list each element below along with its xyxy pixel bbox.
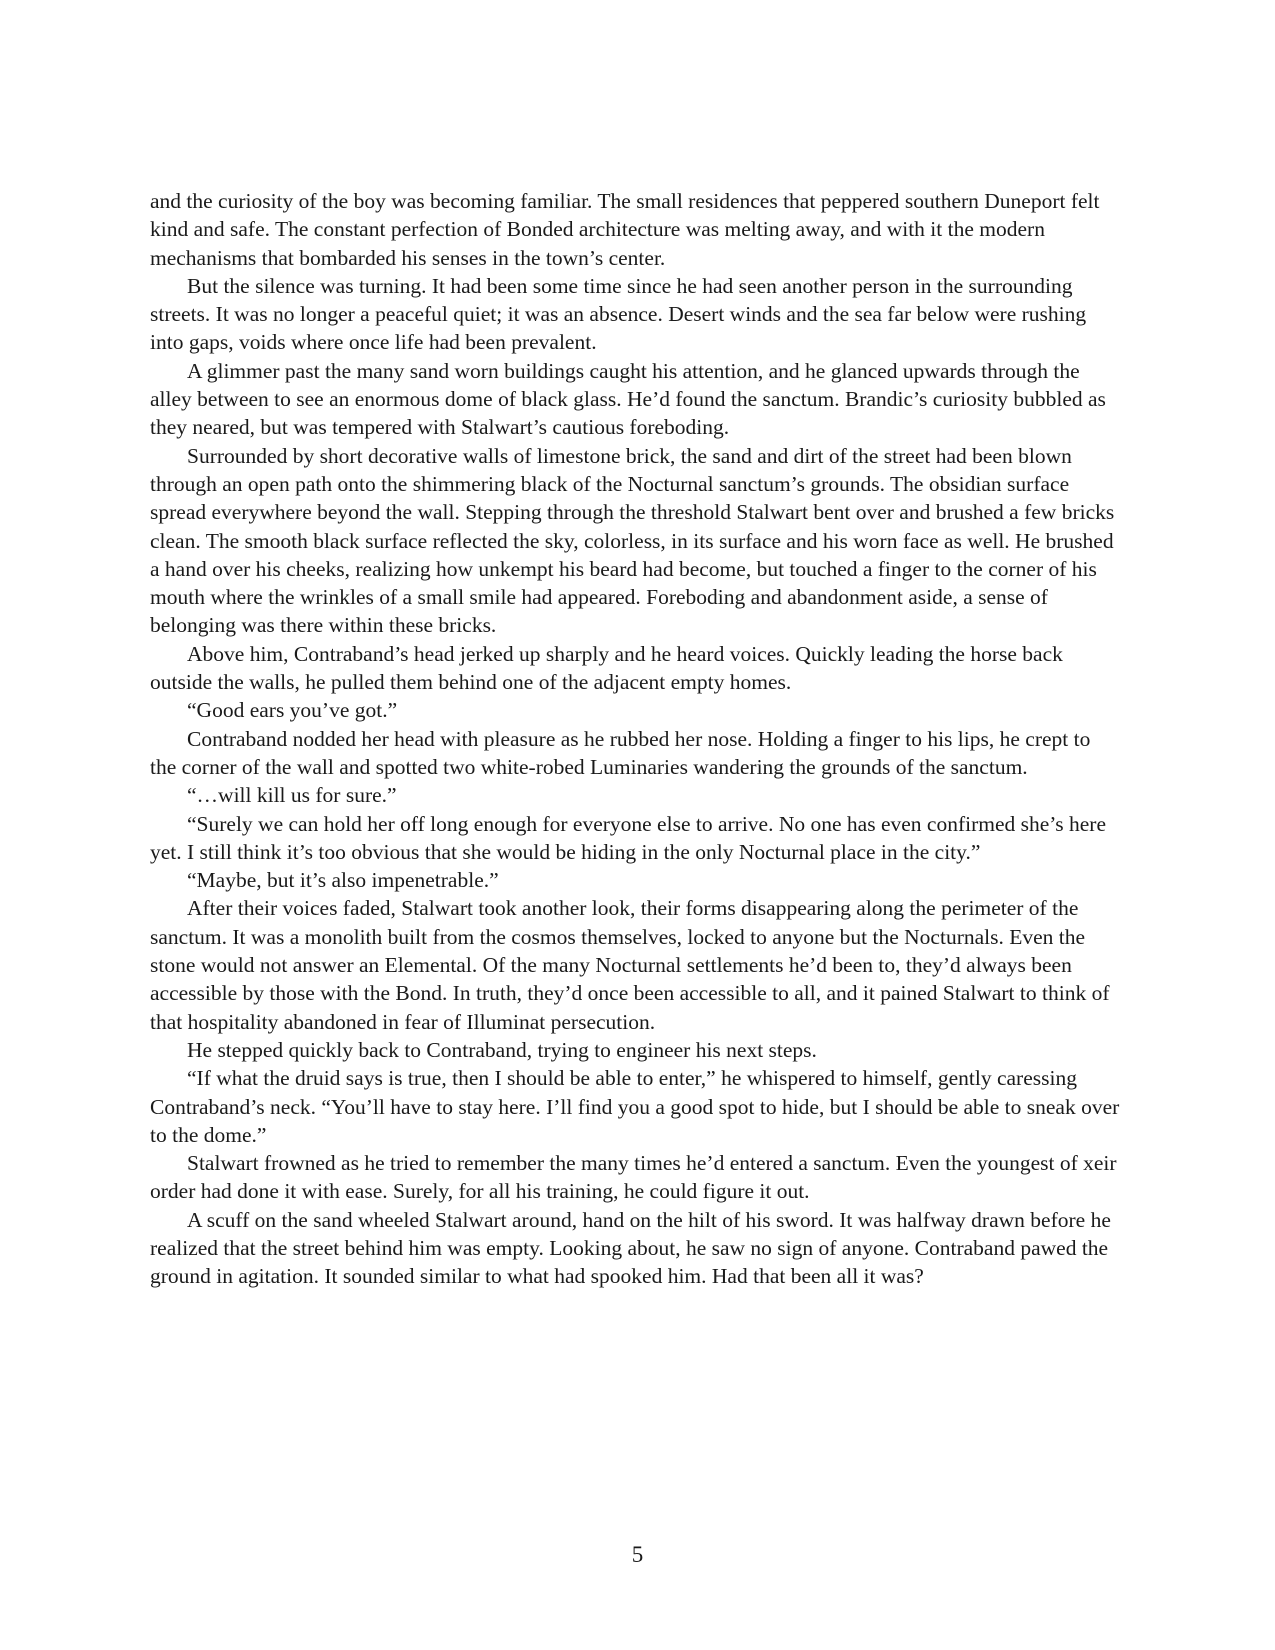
- paragraph: “Good ears you’ve got.”: [187, 698, 398, 723]
- paragraph: Surrounded by short decorative walls of limestone brick, the sand and dirt of the street had been blown through an open path onto the shimmering black of the Nocturnal sanctum’s grounds. The obsidian surface spread everywhere beyond the wall. Stepping through the threshold Stalwart bent over and brushed a few bricks clean. The smooth black surface reflected the sky, colorless, in its surface and his worn face as well. He brushed a hand over his cheeks, realizing how unkempt his beard had become, but touched a finger to the corner of his mouth where the wrinkles of a small smile had appeared. Foreboding and abandonment aside, a sense of belonging was there within these bricks.: [150, 443, 1115, 638]
- paragraph: He stepped quickly back to Contraband, trying to engineer his next steps.: [187, 1037, 817, 1062]
- paragraph: Above him, Contraband’s head jerked up sharply and he heard voices. Quickly leading the horse back outside the walls, he pulled them behind one of the adjacent empty homes.: [150, 641, 1063, 695]
- paragraph: Stalwart frowned as he tried to remember the many times he’d entered a sanctum. Even the youngest of xeir order had done it with ease. Surely, for all his training, he could figure it out.: [150, 1151, 1117, 1204]
- paragraph: A glimmer past the many sand worn buildings caught his attention, and he glanced upwards through the alley between to see an enormous dome of black glass. He’d found the sanctum. Brandic’s curiosity bubbled as they neared, but was tempered with Stalwart’s cautious foreboding.: [150, 358, 1106, 440]
- paragraph: “Maybe, but it’s also impenetrable.”: [187, 868, 499, 893]
- paragraph: But the silence was turning. It had been some time since he had seen another person in the surrounding streets. It was no longer a peaceful quiet; it was an absence. Desert winds and the sea far below were rushing into gaps, voids where once life had been prevalent.: [150, 273, 1087, 355]
- page-number: 5: [631, 1542, 644, 1567]
- paragraph: After their voices faded, Stalwart took another look, their forms disappearing along the perimeter of the sanctum. It was a monolith built from the cosmos themselves, locked to anyone but the Nocturnals. Even the stone would not answer an Elemental. Of the many Nocturnal settlements he’d been to, they’d always been accessible by those with the Bond. In truth, they’d once been accessible to all, and it pained Stalwart to think of that hospitality abandoned in fear of Illuminat persecution.: [150, 896, 1110, 1034]
- paragraph: “If what the druid says is true, then I should be able to enter,” he whispered to himself, gently caressing Contraband’s neck. “You’ll have to stay here. I’ll find you a good spot to hide, but I should be able to sneak over to the dome.”: [150, 1066, 1120, 1147]
- paragraph: A scuff on the sand wheeled Stalwart around, hand on the hilt of his sword. It was halfway drawn before he realized that the street behind him was empty. Looking about, he saw no sign of anyone. Contraband pawed the ground in agitation. It sounded similar to what had spooked him. Had that been all it was?: [150, 1207, 1111, 1289]
- paragraph: “…will kill us for sure.”: [187, 783, 397, 808]
- paragraph: Contraband nodded her head with pleasure as he rubbed her nose. Holding a finger to his lips, he crept to the corner of the wall and spotted two white-robed Luminaries wandering the grounds of the sanctum.: [150, 726, 1091, 779]
- paragraph: “Surely we can hold her off long enough for everyone else to arrive. No one has even confirmed she’s here yet. I still think it’s too obvious that she would be hiding in the only Nocturnal place in the city.”: [150, 811, 1106, 864]
- paragraph-continuation: and the curiosity of the boy was becoming familiar. The small residences that peppered southern Duneport felt kind and safe. The constant perfection of Bonded architecture was melting away, and with it the modern mechanisms that bombarded his senses in the town’s center.: [150, 189, 1100, 270]
- body-text: [150, 187, 1120, 1291]
